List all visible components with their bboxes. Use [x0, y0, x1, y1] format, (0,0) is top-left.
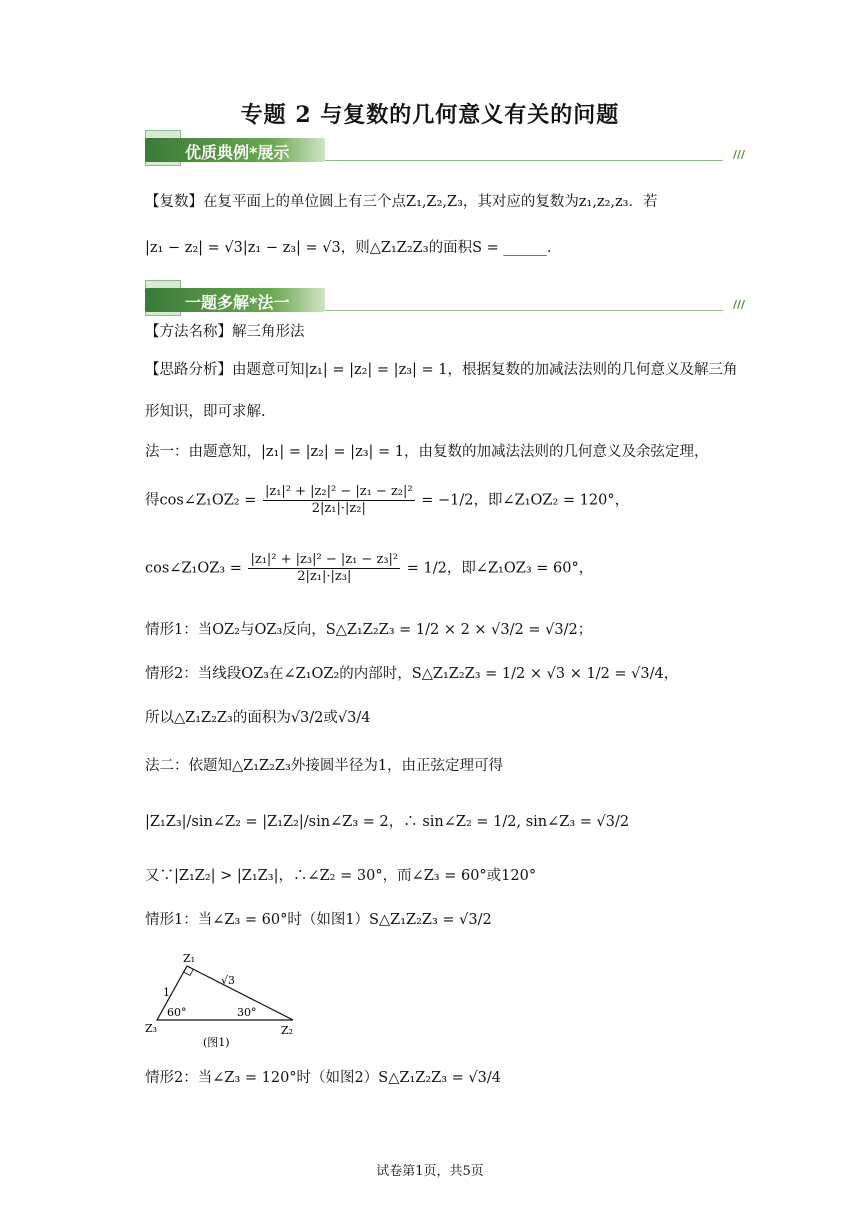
cos2-denominator: 2|z₁|·|z₃| — [297, 569, 352, 584]
banner-divider — [325, 310, 723, 311]
problem-line-1: 【复数】在复平面上的单位圆上有三个点Z₁,Z₂,Z₃，其对应的复数为z₁,z₂,z₃．若 — [145, 194, 658, 210]
cos1-fraction — [263, 484, 415, 517]
banner-divider — [325, 160, 723, 161]
conclusion: 所以△Z₁Z₂Z₃的面积为√3/2或√3/4 — [145, 710, 371, 726]
case-2: 情形2：当线段OZ₃在∠Z₁OZ₂的内部时，S△Z₁Z₂Z₃ = 1/2 × √3 × 1/2 = √3/4， — [145, 666, 679, 682]
side-1: 1 — [163, 986, 170, 999]
cos2-rhs: = 1/2，即∠Z₁OZ₃ = 60°， — [406, 560, 594, 577]
cos1-lhs: 得cos∠Z₁OZ₂ = — [145, 492, 257, 509]
case-1: 情形1：当OZ₂与OZ₃反向，S△Z₁Z₂Z₃ = 1/2 × 2 × √3/2 = √3/2； — [145, 622, 593, 638]
because-line: 又∵|Z₁Z₂| > |Z₁Z₃|，∴∠Z₂ = 30°，而∠Z₃ = 60°或120° — [145, 868, 537, 884]
solution-1-intro: 法一：由题意知，|z₁| = |z₂| = |z₃| = 1，由复数的加减法法则的几何意义及余弦定理， — [145, 444, 709, 460]
banner-label: 优质典例*展示 — [185, 143, 290, 162]
cos2-lhs: cos∠Z₁OZ₃ = — [145, 560, 242, 577]
cos2-fraction — [248, 552, 400, 585]
section-banner-method — [145, 280, 745, 314]
figure-caption: (图1) — [203, 1036, 230, 1049]
label-z1: Z₁ — [183, 952, 196, 965]
cosine-equation-1 — [145, 484, 745, 517]
section-banner-example — [145, 130, 745, 164]
analysis-line-2: 形知识，即可求解. — [145, 404, 266, 420]
page-footer: 试卷第1页，共5页 — [376, 1164, 484, 1179]
banner-mark: /// — [732, 148, 745, 161]
angle-30: 30° — [237, 1006, 257, 1019]
analysis-line-1: 【思路分析】由题意可知|z₁| = |z₂| = |z₃| = 1，根据复数的加减法法则的几何意义及解三角 — [145, 362, 738, 378]
sine-law: |Z₁Z₃|/sin∠Z₂ = |Z₁Z₂|/sin∠Z₃ = 2，∴ sin∠Z₂ = 1/2, sin∠Z₃ = √3/2 — [145, 814, 630, 830]
cos2-numerator: |z₁|² + |z₃|² − |z₁ − z₃|² — [250, 552, 399, 567]
solution-2-intro: 法二：依题知△Z₁Z₂Z₃外接圆半径为1，由正弦定理可得 — [145, 758, 504, 774]
problem-line-2: |z₁ − z₂| = √3|z₁ − z₃| = √3，则△Z₁Z₂Z₃的面积S = ______. — [145, 240, 552, 256]
label-z3: Z₃ — [145, 1022, 158, 1035]
method-name: 【方法名称】解三角形法 — [145, 324, 305, 340]
banner-mark: /// — [732, 298, 745, 311]
case-3: 情形1：当∠Z₃ = 60°时（如图1）S△Z₁Z₂Z₃ = √3/2 — [145, 912, 492, 928]
case-4: 情形2：当∠Z₃ = 120°时（如图2）S△Z₁Z₂Z₃ = √3/4 — [145, 1070, 501, 1086]
triangle-figure — [145, 950, 305, 1050]
label-z2: Z₂ — [281, 1024, 294, 1037]
side-sqrt3: √3 — [221, 974, 236, 987]
page-title: 专题 2 与复数的几何意义有关的问题 — [240, 102, 620, 128]
cos1-rhs: = −1/2，即∠Z₁OZ₂ = 120°， — [421, 492, 630, 509]
cos1-numerator: |z₁|² + |z₂|² − |z₁ − z₂|² — [264, 484, 413, 499]
banner-label: 一题多解*法一 — [185, 293, 290, 312]
cos1-denominator: 2|z₁|·|z₂| — [311, 501, 366, 516]
cosine-equation-2 — [145, 552, 745, 585]
angle-60: 60° — [167, 1006, 187, 1019]
